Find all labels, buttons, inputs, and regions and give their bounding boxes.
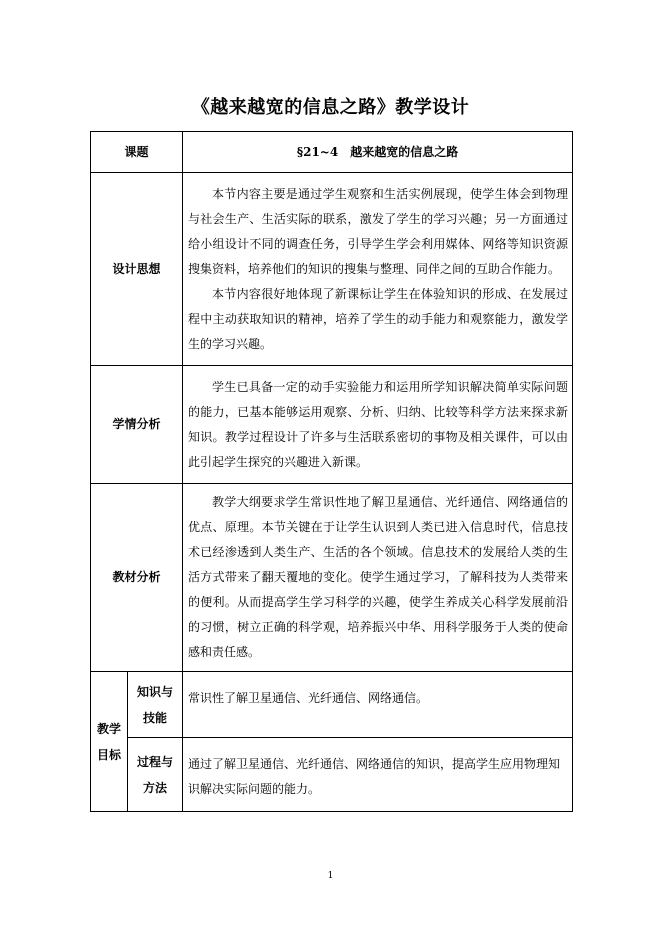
row-goal-process [91, 738, 573, 812]
lesson-plan-table [90, 131, 573, 812]
topic-value: §21~4 越来越宽的信息之路 [183, 132, 573, 173]
process-method-text: 通过了解卫星通信、光纤通信、网络通信的知识，提高学生应用物理知识解决实际问题的能力。 [183, 738, 573, 812]
knowledge-skill-label-line-1: 知识与 [137, 684, 174, 699]
knowledge-skill-label [128, 672, 183, 738]
process-method-label-line-1: 过程与 [137, 754, 174, 769]
process-method-label [128, 738, 183, 812]
material-analysis-content [183, 484, 573, 672]
row-learner-analysis [91, 366, 573, 484]
learner-analysis-content [183, 366, 573, 484]
design-idea-paragraph-1: 本节内容主要是通过学生观察和生活实例展现，使学生体会到物理与社会生产、生活实际的联系，激发了学生的学习兴趣；另一方面通过给小组设计不同的调查任务，引导学生学会利用媒体、网络等知识资源搜集资料，培养他们的知识的搜集与整理、同伴之间的互助合作能力。 [188, 186, 569, 276]
design-idea-paragraph-2: 本节内容很好地体现了新课标让学生在体验知识的形成、在发展过程中主动获取知识的精神，培养了学生的动手能力和观察能力，激发学生的学习兴趣。 [188, 286, 569, 351]
learner-analysis-paragraph: 学生已具备一定的动手实验能力和运用所学知识解决简单实际问题的能力，已基本能够运用观察、分析、归纳、比较等科学方法来探求新知识。教学过程设计了许多与生活联系密切的事物及相关课件，可以由此引起学生探究的兴趣进入新课。 [188, 379, 569, 469]
goals-label-line-2: 目标 [96, 747, 121, 762]
design-idea-content [183, 173, 573, 366]
row-design-idea [91, 173, 573, 366]
material-analysis-label: 教材分析 [91, 484, 183, 672]
document-title: 《越来越宽的信息之路》教学设计 [191, 97, 470, 118]
goals-label-line-1: 教学 [96, 721, 121, 736]
row-goal-knowledge [91, 672, 573, 738]
page-number: 1 [327, 871, 334, 881]
row-topic [91, 132, 573, 173]
goals-label [91, 672, 128, 812]
material-analysis-paragraph: 教学大纲要求学生常识性地了解卫星通信、光纤通信、网络通信的优点、原理。本节关键在于让学生认识到人类已进入信息时代，信息技术已经渗透到人类生产、生活的各个领域。信息技术的发展给人类的生活方式带来了翻天覆地的变化。使学生通过学习，了解科技为人类带来的便利。从而提高学生学习科学的兴趣，使学生养成关心科学发展前沿的习惯，树立正确的科学观，培养振兴中华、用科学服务于人类的使命感和责任感。 [188, 495, 569, 659]
design-idea-label: 设计思想 [91, 173, 183, 366]
process-method-label-line-2: 方法 [143, 780, 168, 795]
row-material-analysis [91, 484, 573, 672]
topic-label: 课题 [91, 132, 183, 173]
learner-analysis-label: 学情分析 [91, 366, 183, 484]
knowledge-skill-text: 常识性了解卫星通信、光纤通信、网络通信。 [183, 672, 573, 738]
knowledge-skill-label-line-2: 技能 [143, 710, 168, 725]
